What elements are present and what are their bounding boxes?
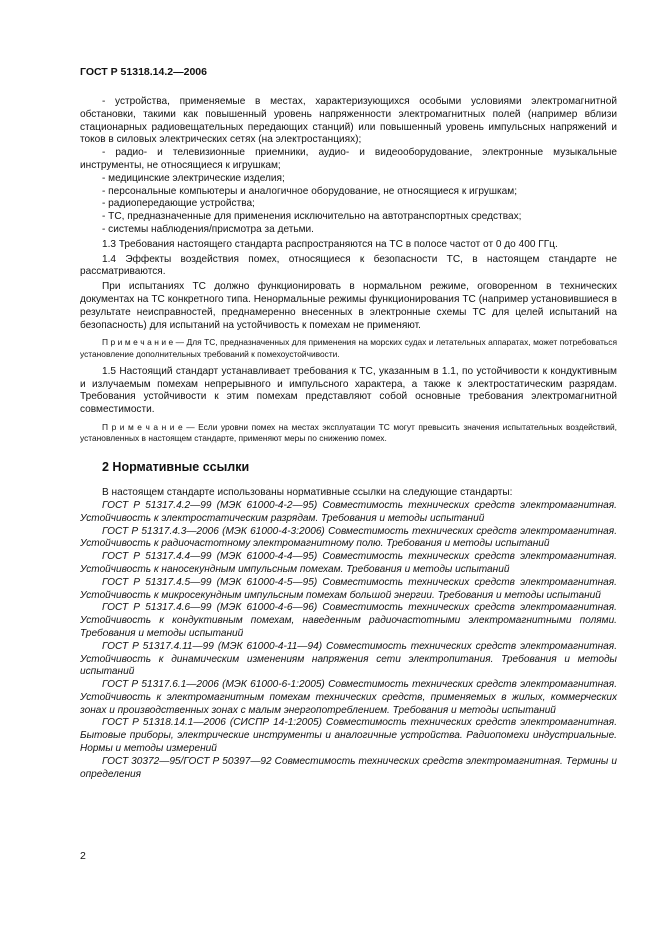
note-1: П р и м е ч а н и е — Для ТС, предназначенных для применения на морских судах и летательных аппаратах, может потребоваться установление дополнительных требований к помехоустойчивости. — [80, 337, 617, 359]
note-2: П р и м е ч а н и е — Если уровни помех на местах эксплуатации ТС могут превысить значения испытательных воздействий, установленных в настоящем стандарте, применяют меры по снижению помех. — [80, 421, 617, 444]
reference-item: ГОСТ Р 51317.4.2—99 (МЭК 61000-4-2—95) Совместимость технических средств электромагнитная. Устойчивость к электростатическим разрядам. Требования и методы испытаний — [80, 499, 617, 524]
clause-1-3: 1.3 Требования настоящего стандарта распространяются на ТС в полосе частот от 0 до 400 ГГц. — [102, 238, 558, 250]
list-item: - медицинские электрические изделия; — [102, 172, 285, 184]
clause-1-4: 1.4 Эффекты воздействия помех, относящиеся к безопасности ТС, в настоящем стандарте не рассматриваются. — [80, 253, 617, 278]
reference-item: ГОСТ Р 51317.4.6—99 (МЭК 61000-4-6—96) Совместимость технических средств электромагнитная. Устойчивость к кондуктивным помехам, наведенным радиочастотными электромагнитными полями. Требования и методы испытаний — [80, 602, 617, 639]
clause-1-5: 1.5 Настоящий стандарт устанавливает требования к ТС, указанным в 1.1, по устойчивости к кондуктивным и излучаемым помехам непрерывного и импульсного характера, а также к электростатическим разрядам. Требования устойчивости к этим помехам представляют собой основные требования электромагнитной совместимости. — [80, 365, 617, 416]
page-header: ГОСТ Р 51318.14.2—2006 — [80, 66, 207, 78]
reference-item: ГОСТ Р 51318.14.1—2006 (СИСПР 14-1:2005) Совместимость технических средств электромагнитная. Бытовые приборы, электрические инструменты и аналогичные устройства. Радиопомехи индустриальные. Нормы и методы измерений — [80, 717, 617, 755]
list-item: - системы наблюдения/присмотра за детьми. — [102, 223, 314, 235]
reference-item: ГОСТ Р 51317.4.11—99 (МЭК 61000-4-11—94) Совместимость технических средств электромагнитная. Устойчивость к динамическим изменениям напряжения сети электропитания. Требования и методы испытаний — [80, 640, 617, 678]
reference-item: ГОСТ Р 51317.6.1—2006 (МЭК 61000-6-1:2005) Совместимость технических средств электромагнитная. Устойчивость к электромагнитным помехам технических средств, применяемых в жилых, коммерческих зонах и производственных зонах с малым энергопотреблением. Требования и методы испытаний — [80, 679, 617, 716]
section-intro: В настоящем стандарте использованы нормативные ссылки на следующие стандарты: — [102, 487, 513, 499]
list-item: - персональные компьютеры и аналогичное оборудование, не относящиеся к игрушкам; — [102, 185, 517, 197]
paragraph-testing-mode: При испытаниях ТС должно функционировать в нормальном режиме, оговоренном в технических документах на ТС конкретного типа. Ненормальные режимы функционирования ТС (например установившиеся в результате неисправностей, преднамеренно внесенных в электронные схемы ТС для целей испытаний на безопасность) для испытаний на устойчивость к помехам не применяют. — [80, 281, 617, 331]
list-item: - радио- и телевизионные приемники, аудио- и видеооборудование, электронные музыкальные инструменты, не относящиеся к игрушкам; — [80, 147, 617, 171]
section-title: 2 Нормативные ссылки — [102, 460, 250, 475]
page-content — [80, 96, 617, 781]
reference-item: ГОСТ Р 51317.4.5—99 (МЭК 61000-4-5—95) Совместимость технических средств электромагнитная. Устойчивость к микросекундным импульсным помехам большой энергии. Требования и методы испытаний — [80, 576, 617, 601]
list-item: - ТС, предназначенные для применения исключительно на автотранспортных средствах; — [102, 211, 522, 223]
list-item: - радиопередающие устройства; — [102, 198, 255, 210]
list-item: - устройства, применяемые в местах, характеризующихся особыми условиями электромагнитной обстановки, такими как повышенный уровень напряженности электромагнитных полей (например вблизи стационарных радиовещательных передающих станций) или повышенный уровень импульсных напряжений и токов в силовых электрических сетях (на электростанциях); — [80, 96, 617, 146]
reference-item: ГОСТ 30372—95/ГОСТ Р 50397—92 Совместимость технических средств электромагнитная. Термины и определения — [80, 755, 617, 780]
reference-item: ГОСТ Р 51317.4.4—99 (МЭК 61000-4-4—95) Совместимость технических средств электромагнитная. Устойчивость к наносекундным импульсным помехам. Требования и методы испытаний — [80, 551, 617, 575]
reference-item: ГОСТ Р 51317.4.3—2006 (МЭК 61000-4-3:2006) Совместимость технических средств электромагнитная. Устойчивость к радиочастотному электромагнитному полю. Требования и методы испытаний — [80, 525, 617, 550]
page-number: 2 — [80, 850, 86, 862]
